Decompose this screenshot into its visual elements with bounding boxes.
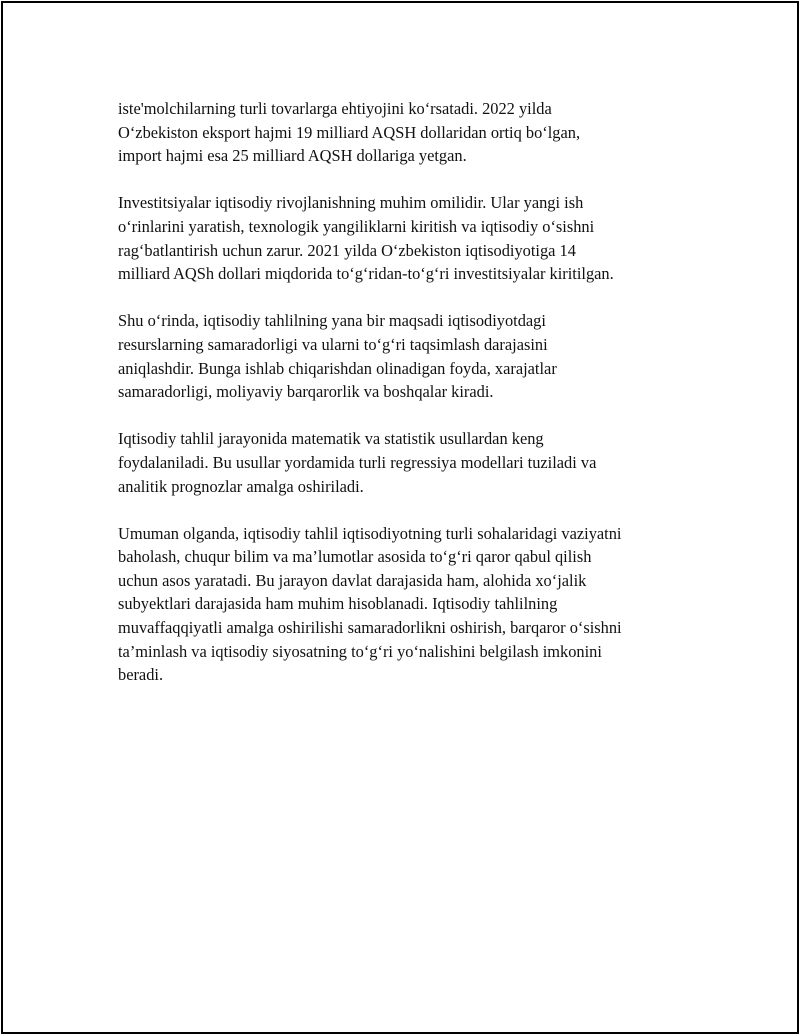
- paragraph-4: [118, 427, 698, 498]
- text-line: beradi.: [118, 665, 164, 685]
- text-line: Shu o‘rinda, iqtisodiy tahlilning yana bir maqsadi iqtisodiyotdagi: [118, 311, 546, 331]
- text-line: Iqtisodiy tahlil jarayonida matematik va statistik usullardan keng: [118, 429, 544, 449]
- paragraph-2: [118, 191, 698, 285]
- text-line: samaradorligi, moliyaviy barqarorlik va boshqalar kiradi.: [118, 382, 494, 402]
- text-line: Investitsiyalar iqtisodiy rivojlanishning muhim omilidir. Ular yangi ish: [118, 193, 584, 213]
- text-line: baholash, chuqur bilim va ma’lumotlar asosida to‘g‘ri qaror qabul qilish: [118, 547, 592, 567]
- text-line: uchun asos yaratadi. Bu jarayon davlat darajasida ham, alohida xo‘jalik: [118, 570, 587, 590]
- text-line: o‘rinlarini yaratish, texnologik yangiliklarni kiritish va iqtisodiy o‘sishni: [118, 216, 595, 236]
- paragraph-5: [118, 522, 698, 687]
- text-line: Umuman olganda, iqtisodiy tahlil iqtisodiyotning turli sohalaridagi vaziyatni: [118, 523, 622, 543]
- text-line: iste'molchilarning turli tovarlarga ehtiyojini ko‘rsatadi. 2022 yilda: [118, 99, 552, 118]
- text-line: ta’minlash va iqtisodiy siyosatning to‘g‘ri yo‘nalishini belgilash imkonini: [118, 641, 602, 661]
- text-line: rag‘batlantirish uchun zarur. 2021 yilda O‘zbekiston iqtisodiyotiga 14: [118, 240, 576, 260]
- text-line: O‘zbekiston eksport hajmi 19 milliard AQSH dollaridan ortiq bo‘lgan,: [118, 122, 581, 142]
- document-page: [1, 1, 799, 1034]
- text-line: resurslarning samaradorligi va ularni to‘g‘ri taqsimlash darajasini: [118, 334, 548, 354]
- document-body: [118, 97, 698, 710]
- text-line: aniqlashdir. Bunga ishlab chiqarishdan olinadigan foyda, xarajatlar: [118, 358, 557, 378]
- paragraph-3: [118, 309, 698, 403]
- text-line: subyektlari darajasida ham muhim hisoblanadi. Iqtisodiy tahlilning: [118, 594, 558, 614]
- text-line: import hajmi esa 25 milliard AQSH dollariga yetgan.: [118, 146, 467, 166]
- paragraph-1: [118, 97, 698, 168]
- text-line: muvaffaqqiyatli amalga oshirilishi samaradorlikni oshirish, barqaror o‘sishni: [118, 618, 622, 638]
- text-line: milliard AQSh dollari miqdorida to‘g‘ridan-to‘g‘ri investitsiyalar kiritilgan.: [118, 264, 614, 284]
- text-line: analitik prognozlar amalga oshiriladi.: [118, 476, 364, 496]
- text-line: foydalaniladi. Bu usullar yordamida turli regressiya modellari tuziladi va: [118, 452, 597, 472]
